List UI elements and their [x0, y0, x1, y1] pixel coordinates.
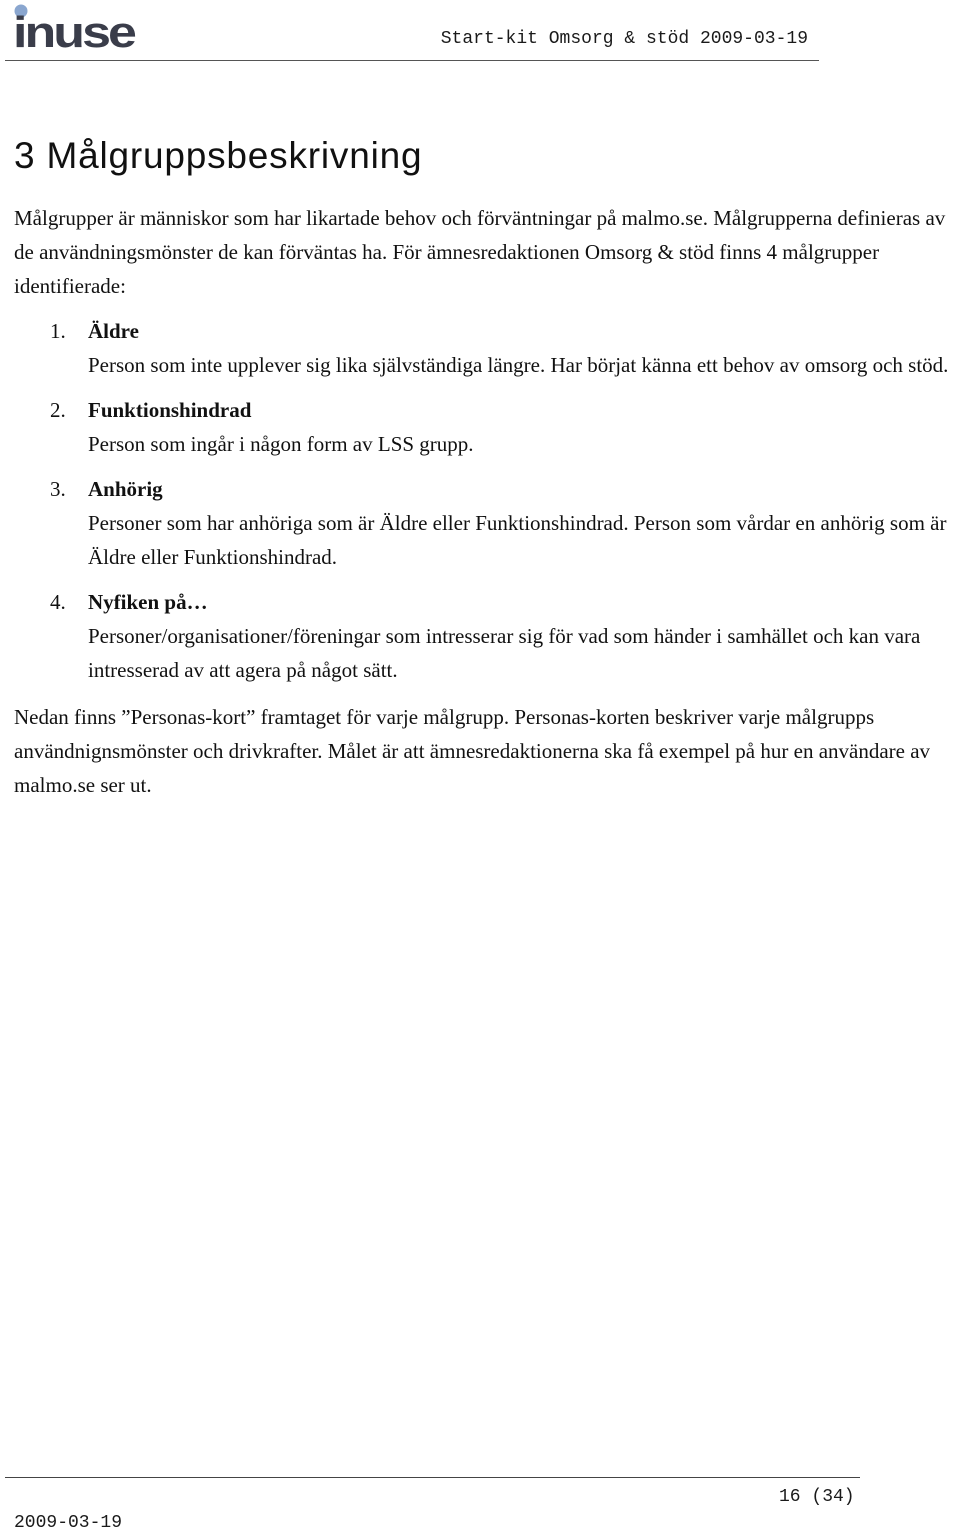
list-item	[14, 314, 960, 382]
page-number: 16 (34)	[779, 1487, 855, 1507]
footer-divider	[5, 1477, 860, 1478]
list-item-number: 2.	[50, 398, 66, 422]
list-item-title: Nyfiken på…	[88, 590, 208, 614]
list-item-description: Personer/organisationer/föreningar som intresserar sig för vad som händer i samhället och kan vara intresserad av att agera på något sätt.	[88, 624, 921, 682]
list-item-title: Anhörig	[88, 477, 163, 501]
main-content	[14, 135, 960, 802]
list-item-description: Person som ingår i någon form av LSS grupp.	[88, 432, 474, 456]
logo-text: inuse	[13, 8, 136, 52]
list-item	[14, 393, 960, 461]
page-header	[0, 0, 960, 62]
intro-paragraph: Målgrupper är människor som har likartade behov och förväntningar på malmo.se. Målgrupperna definieras av de användningsmönster de kan förväntas ha. För ämnesredaktionen Omsorg & stöd finns 4 målgrupper identifierade:	[14, 206, 946, 298]
list-item-description: Person som inte upplever sig lika självständiga längre. Har börjat känna ett behov av omsorg och stöd.	[88, 353, 949, 377]
list-item	[14, 585, 960, 687]
list-item-title: Äldre	[88, 319, 139, 343]
header-divider	[5, 60, 819, 61]
list-item-number: 3.	[50, 477, 66, 501]
list-item	[14, 472, 960, 574]
list-item-title: Funktionshindrad	[88, 398, 252, 422]
section-heading: 3 Målgruppsbeskrivning	[14, 135, 423, 176]
list-item-number: 4.	[50, 590, 66, 614]
outro-paragraph: Nedan finns ”Personas-kort” framtaget för varje målgrupp. Personas-korten beskriver varje målgrupps användnignsmönster och drivkrafter. Målet är att ämnesredaktionerna ska få exempel på hur en användare av malmo.se ser ut.	[14, 705, 931, 797]
inuse-logo	[12, 2, 138, 52]
target-group-list	[14, 314, 960, 687]
document-title: Start-kit Omsorg & stöd 2009-03-19	[440, 29, 808, 49]
list-item-number: 1.	[50, 319, 66, 343]
footer-date: 2009-03-19	[14, 1513, 123, 1533]
list-item-description: Personer som har anhöriga som är Äldre eller Funktionshindrad. Person som vårdar en anhörig som är Äldre eller Funktionshindrad.	[88, 511, 947, 569]
